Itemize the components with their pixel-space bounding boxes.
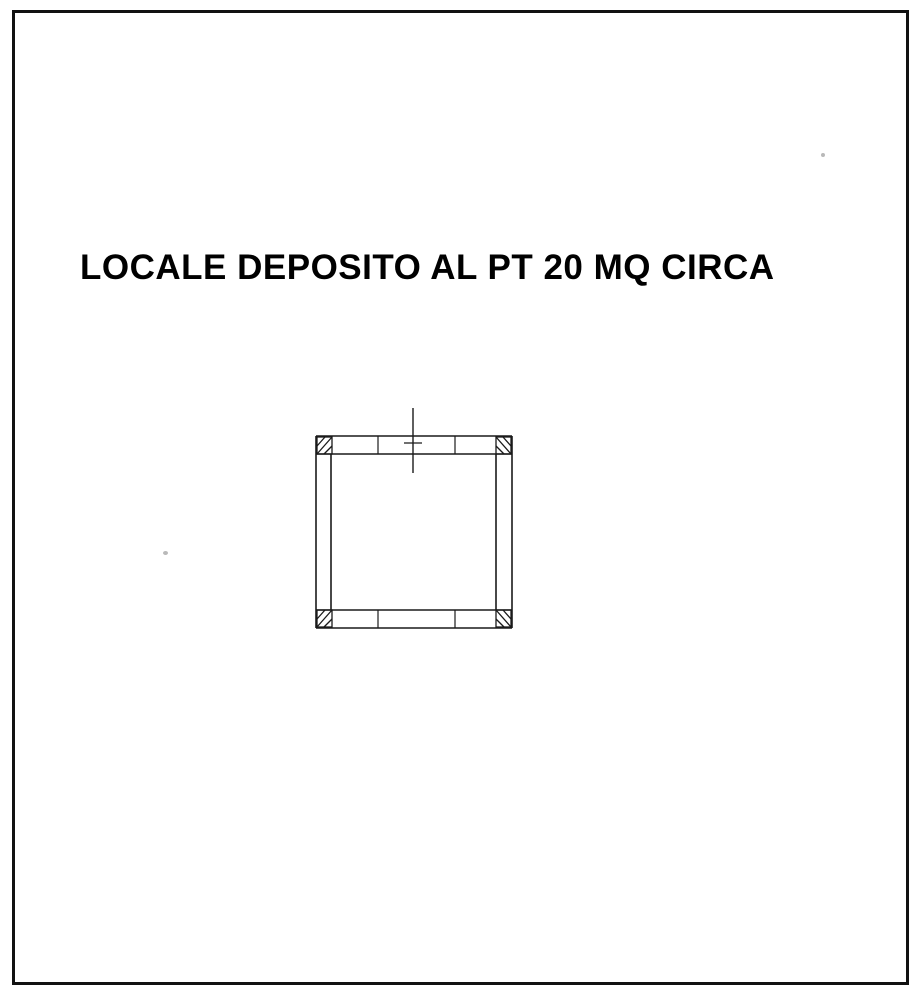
scan-speckle-left [163, 551, 168, 555]
floor-plan-drawing [300, 405, 530, 655]
page-title: LOCALE DEPOSITO AL PT 20 MQ CIRCA [80, 248, 775, 287]
scan-speckle-top-right [821, 153, 825, 157]
